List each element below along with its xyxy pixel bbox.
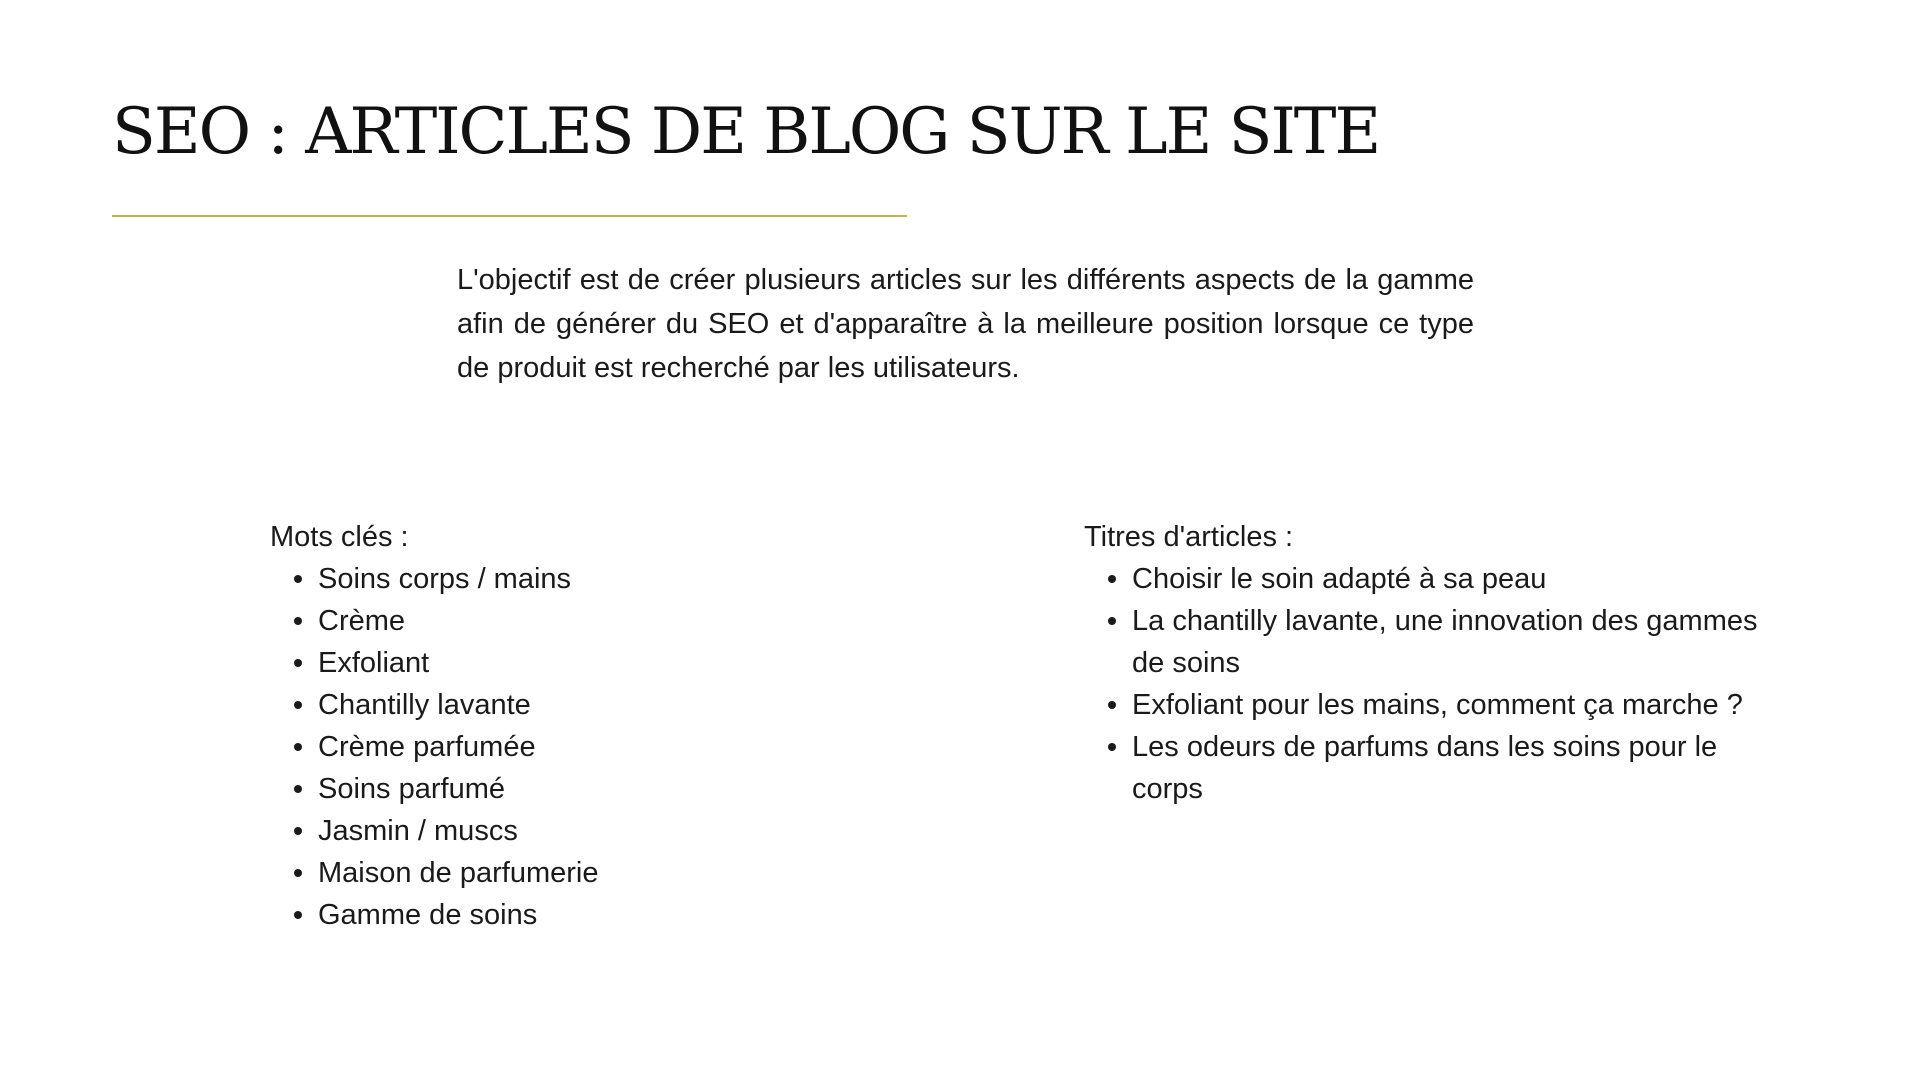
- keyword-text: Exfoliant: [318, 647, 430, 679]
- keyword-item: [318, 600, 970, 642]
- keyword-item: [318, 768, 970, 810]
- keyword-text: Maison de parfumerie: [318, 857, 599, 889]
- article-titles-list: [1084, 558, 1774, 810]
- keyword-text: Soins parfumé: [318, 773, 505, 805]
- keyword-text: Soins corps / mains: [318, 563, 572, 595]
- bullet-icon: [294, 911, 302, 919]
- keyword-text: Gamme de soins: [318, 899, 538, 931]
- keyword-item: [318, 726, 970, 768]
- article-title-text: Choisir le soin adapté à sa peau: [1132, 563, 1547, 595]
- keyword-item: [318, 684, 970, 726]
- bullet-icon: [294, 785, 302, 793]
- intro-paragraph: L'objectif est de créer plusieurs articles sur les différents aspects de la gamme afin de générer du SEO et d'apparaître à la meilleure position lorsque ce type de produit est recherché par les utilisateurs.: [457, 264, 1474, 384]
- bullet-icon: [294, 659, 302, 667]
- article-title-text: La chantilly lavante, une innovation des gammes de soins: [1132, 605, 1758, 679]
- keywords-list: [270, 558, 970, 936]
- article-title-text: Les odeurs de parfums dans les soins pour le corps: [1132, 731, 1718, 805]
- keyword-item: [318, 642, 970, 684]
- keywords-heading: Mots clés :: [270, 521, 409, 553]
- keyword-item: [318, 894, 970, 936]
- title-divider: [112, 215, 907, 217]
- bullet-icon: [294, 869, 302, 877]
- article-title-item: [1132, 600, 1774, 684]
- keyword-item: [318, 852, 970, 894]
- article-title-item: [1132, 558, 1774, 600]
- bullet-icon: [1108, 575, 1116, 583]
- bullet-icon: [294, 701, 302, 709]
- article-titles-heading: Titres d'articles :: [1084, 521, 1294, 553]
- keyword-item: [318, 558, 970, 600]
- keyword-text: Crème parfumée: [318, 731, 536, 763]
- bullet-icon: [1108, 701, 1116, 709]
- keywords-section: [270, 516, 970, 936]
- keyword-text: Chantilly lavante: [318, 689, 531, 721]
- article-title-text: Exfoliant pour les mains, comment ça marche ?: [1132, 689, 1743, 721]
- bullet-icon: [294, 617, 302, 625]
- bullet-icon: [294, 575, 302, 583]
- keyword-item: [318, 810, 970, 852]
- bullet-icon: [294, 827, 302, 835]
- bullet-icon: [294, 743, 302, 751]
- slide-title: SEO : ARTICLES DE BLOG SUR LE SITE: [112, 95, 1380, 169]
- article-titles-section: [1084, 516, 1774, 810]
- article-title-item: [1132, 684, 1774, 726]
- keyword-text: Jasmin / muscs: [318, 815, 518, 847]
- bullet-icon: [1108, 743, 1116, 751]
- article-title-item: [1132, 726, 1774, 810]
- bullet-icon: [1108, 617, 1116, 625]
- keyword-text: Crème: [318, 605, 406, 637]
